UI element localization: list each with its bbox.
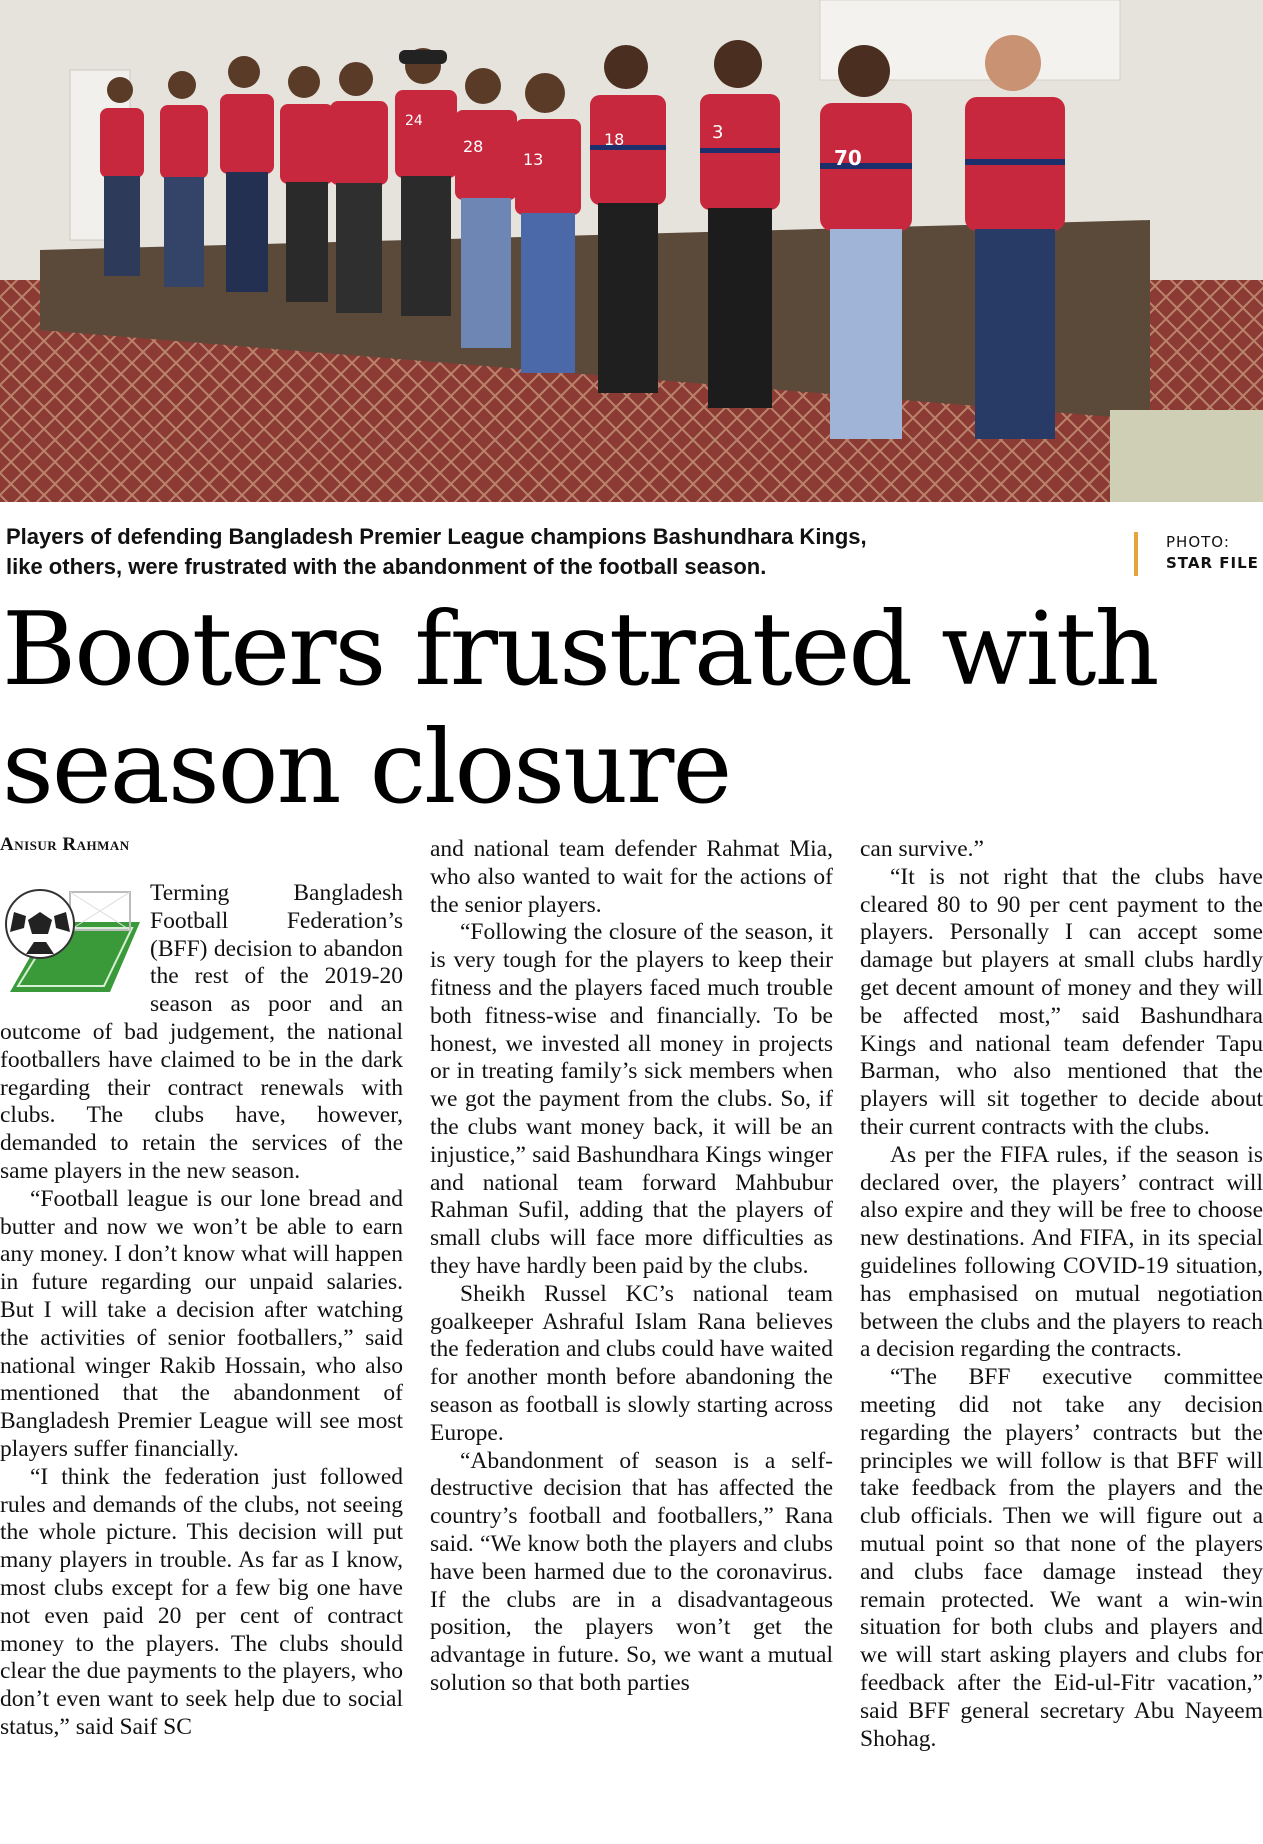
article-paragraph: and national team defender Rahmat Mia, who also wanted to wait for the actions of the senior players. — [430, 836, 833, 918]
article-paragraph: “Football league is our lone bread and butter and now we won’t be able to earn any money. I don’t know what will happen in future regarding our unpaid salaries. But I will take a decision after watching the activities of senior footballers,” said national winger Rakib Hossain, who also mentioned that the abandonment of Bangladesh Premier League will see most players suffer financially. — [0, 1185, 403, 1462]
photo-credit — [1134, 532, 1259, 576]
article-paragraph: “The BFF executive committee meeting did not take any decision regarding the players’ contracts but the principles we will follow is that BFF will take feedback from the players and the club officials. Then we will figure out a mutual point so that none of the players and clubs face damage instead they remain protected. We want a win-win situation for both clubs and players and we will start asking players and clubs for feedback after the Eid-ul-Fitr vacation,” said BFF general secretary Abu Nayeem Shohag. — [860, 1364, 1263, 1752]
article-paragraph: Terming Bangladesh Football Federation’s (BFF) decision to abandon the rest of the 2019-20 season as poor and an outcome of bad judgement, the national footballers have claimed to be in the dark regarding their contract renewals with clubs. The clubs have, however, demanded to retain the services of the same players in the new season. — [0, 880, 403, 1184]
article-paragraph: “I think the federation just followed rules and demands of the clubs, not seeing the whole picture. This decision will put many players in trouble. As far as I know, most clubs except for a few big one have not even paid 20 per cent of contract money to the players. The clubs should clear the due payments to the players, who don’t even want to seek help due to social status,” said Saif SC — [0, 1463, 403, 1740]
article-paragraph: Sheikh Russel KC’s national team goalkeeper Ashraful Islam Rana believes the federation and clubs could have waited for another month before abandoning the season as football is slowly starting across Europe. — [430, 1280, 833, 1446]
article-paragraph: can survive.” — [860, 836, 984, 862]
headline-line-2: season closure — [2, 708, 731, 826]
article-paragraph: As per the FIFA rules, if the season is declared over, the players’ contract will also expire and they will be free to choose new destinations. And FIFA, in its special guidelines following COVID-19 situation, has emphasised on mutual negotiation between the clubs and the players to reach a decision regarding the contracts. — [860, 1141, 1263, 1363]
headline — [2, 590, 1252, 826]
team-photo — [0, 0, 1263, 502]
credit-label: PHOTO: — [1166, 533, 1230, 551]
article-paragraph: “Abandonment of season is a self-destructive decision that has affected the country’s football and footballers,” Rana said. “We know both the players and clubs have been harmed due to the coronavirus. If the clubs are in a disadvantageous position, the players won’t get the advantage in future. So, we want a mutual solution so that both parties — [430, 1447, 833, 1696]
svg-text:28: 28 — [463, 137, 484, 156]
byline: Anisur Rahman — [0, 834, 130, 855]
article-paragraph: “It is not right that the clubs have cleared 80 to 90 per cent payment to the players. Personally I can accept some damage but players at small clubs hardly get decent amount of money and they will be affected most,” said Bashundhara Kings and national team defender Tapu Barman, who also mentioned that the players will sit together to decide about their current contracts with the clubs. — [860, 863, 1263, 1140]
svg-text:70: 70 — [834, 146, 862, 170]
svg-text:24: 24 — [405, 113, 423, 129]
article-column-1 — [0, 880, 403, 1742]
caption-line-1: Players of defending Bangladesh Premier League champions Bashundhara Kings, — [6, 524, 867, 549]
football-field-icon — [0, 882, 140, 998]
headline-line-1: Booters frustrated with — [2, 590, 1158, 708]
article-paragraph: “Following the closure of the season, it is very tough for the players to keep their fitness and the players faced much trouble both fitness-wise and financially. To be honest, we invested all money in projects or in treating family’s sick members when we got the payment from the clubs. So, if the clubs want money back, it will be an injustice,” said Bashundhara Kings winger and national team forward Mahbubur Rahman Sufil, adding that the players of small clubs will face more difficulties as they have hardly been paid by the clubs. — [430, 919, 833, 1279]
caption-line-2: like others, were frustrated with the abandonment of the football season. — [6, 554, 767, 579]
article-column-3 — [860, 836, 1263, 1753]
photo-caption — [6, 522, 946, 582]
svg-text:3: 3 — [712, 122, 724, 143]
svg-text:13: 13 — [523, 150, 544, 169]
team-photo-illustration — [0, 0, 1263, 502]
article-column-2 — [430, 836, 833, 1698]
svg-text:18: 18 — [604, 130, 625, 149]
credit-source: STAR FILE — [1166, 554, 1259, 572]
